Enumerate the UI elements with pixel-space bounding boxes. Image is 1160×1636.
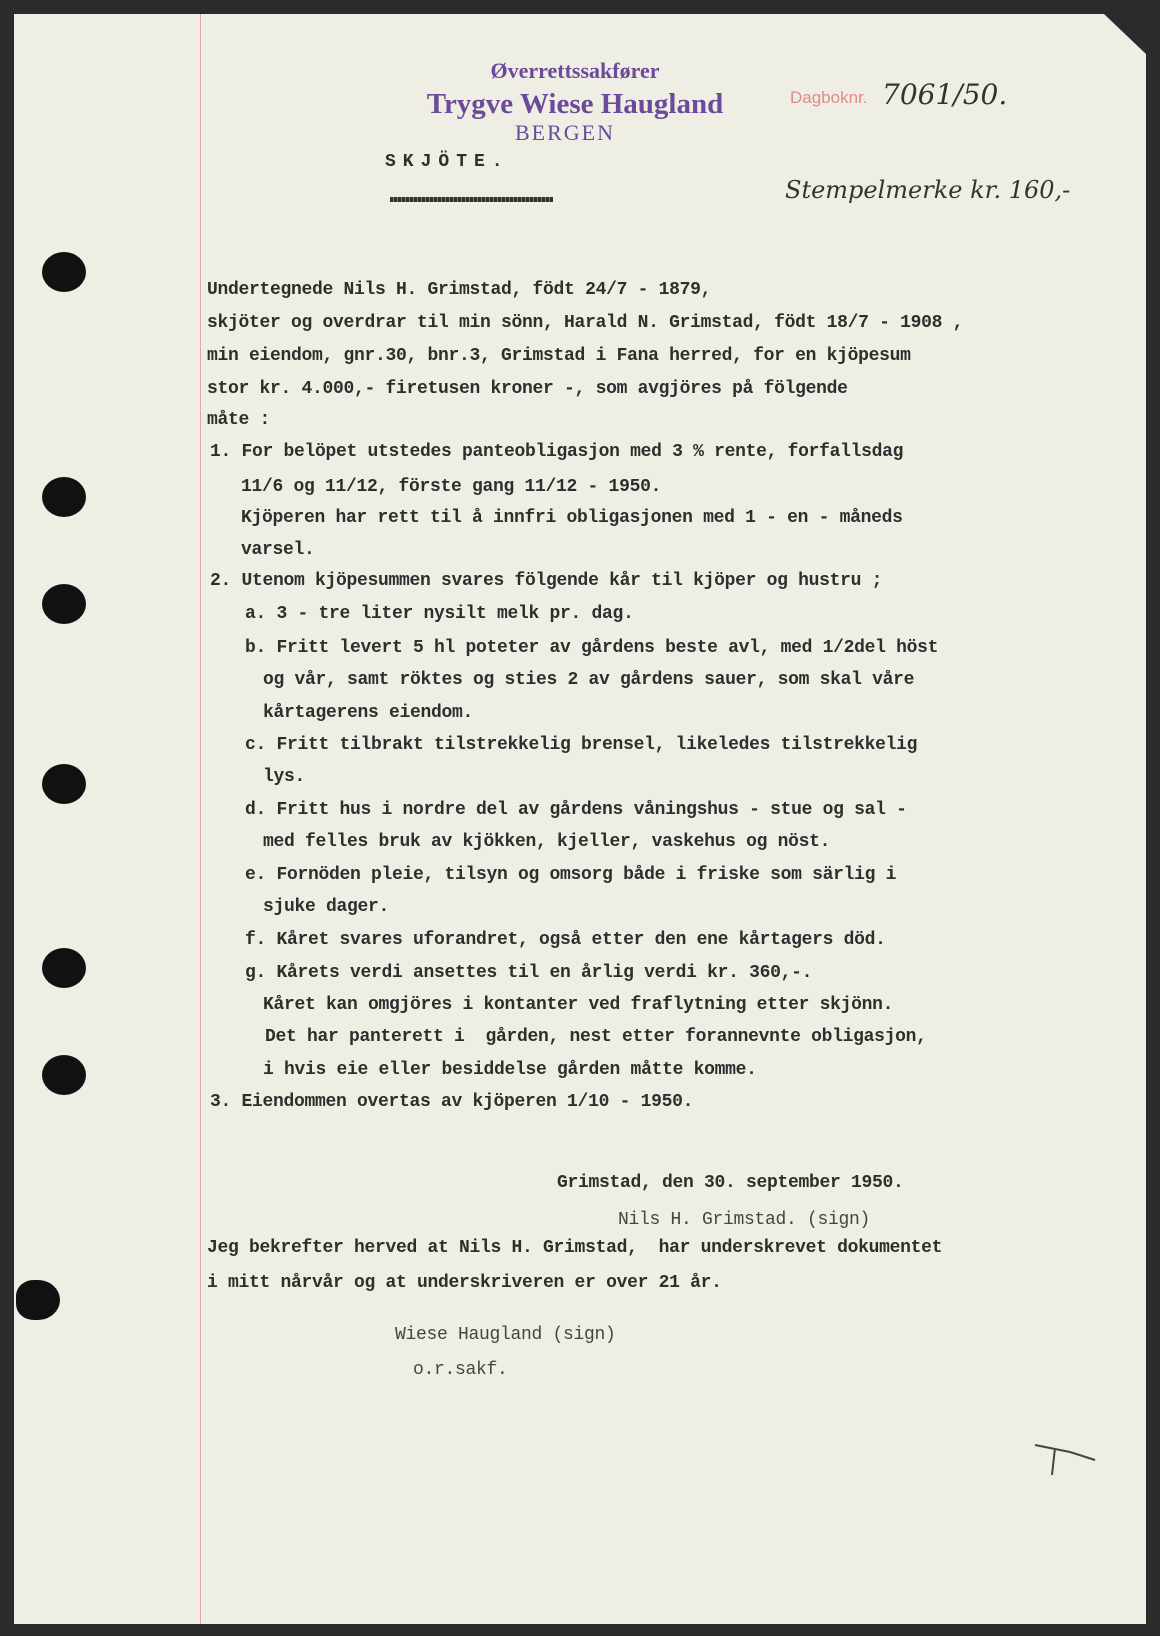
body-line: med felles bruk av kjökken, kjeller, vaskehus og nöst. <box>263 832 831 852</box>
body-line: Kåret kan omgjöres i kontanter ved fraflytning etter skjönn. <box>263 995 894 1015</box>
body-line: måte : <box>207 410 271 430</box>
journal-label: Dagboknr. <box>790 88 868 107</box>
body-line: 2. Utenom kjöpesummen svares fölgende kår til kjöper og hustru ; <box>210 571 883 591</box>
body-line: varsel. <box>241 540 315 560</box>
signer-line: Nils H. Grimstad. (sign) <box>618 1210 871 1230</box>
body-line: 3. Eiendommen overtas av kjöperen 1/10 - 1950. <box>210 1092 694 1112</box>
attestation-line: Jeg bekrefter herved at Nils H. Grimstad, har underskrevet dokumentet <box>207 1238 943 1258</box>
body-line: 11/6 og 11/12, förste gang 11/12 - 1950. <box>241 477 662 497</box>
body-line: Det har panterett i gården, nest etter forannevnte obligasjon, <box>265 1027 927 1047</box>
body-line: Undertegnede Nils H. Grimstad, födt 24/7 - 1879, <box>207 280 712 300</box>
body-line: d. Fritt hus i nordre del av gårdens våningshus - stue og sal - <box>245 800 907 820</box>
body-line: e. Fornöden pleie, tilsyn og omsorg både i friske som särlig i <box>245 865 897 885</box>
attestation-line: i mitt nårvår og at underskriveren er over 21 år. <box>207 1273 722 1293</box>
body-line: og vår, samt röktes og sties 2 av gårdens sauer, som skal våre <box>263 670 915 690</box>
punch-hole <box>42 1055 86 1095</box>
margin-line <box>200 14 201 1624</box>
body-line: lys. <box>263 767 306 787</box>
punch-hole <box>42 764 86 804</box>
stamp-duty: Stempelmerke kr. 160,- <box>785 176 1071 204</box>
punch-hole <box>42 252 86 292</box>
punch-hole <box>16 1280 60 1320</box>
witness-signature: Wiese Haugland (sign) <box>395 1325 616 1345</box>
body-line: sjuke dager. <box>263 897 390 917</box>
document-heading: SKJÖTE. <box>385 152 510 172</box>
handwritten-mark <box>1030 1430 1100 1480</box>
body-line: kårtagerens eiendom. <box>263 703 474 723</box>
body-line: c. Fritt tilbrakt tilstrekkelig brensel, likeledes tilstrekkelig <box>245 735 918 755</box>
journal-number: 7061/50. <box>882 78 1008 111</box>
body-line: Kjöperen har rett til å innfri obligasjonen med 1 - en - måneds <box>241 508 903 528</box>
place-date: Grimstad, den 30. september 1950. <box>557 1173 904 1193</box>
body-line: 1. For belöpet utstedes panteobligasjon med 3 % rente, forfallsdag <box>210 442 904 462</box>
punch-hole <box>42 477 86 517</box>
stamp-name: Trygve Wiese Haugland <box>426 88 724 120</box>
heading-underline <box>390 197 553 202</box>
punch-hole <box>42 584 86 624</box>
witness-title: o.r.sakf. <box>413 1360 508 1380</box>
body-line: g. Kårets verdi ansettes til en årlig verdi kr. 360,-. <box>245 963 813 983</box>
body-line: a. 3 - tre liter nysilt melk pr. dag. <box>245 604 634 624</box>
stamp-title: Øverrettssakfører <box>490 58 660 83</box>
stamp-city: BERGEN <box>515 120 615 145</box>
body-line: i hvis eie eller besiddelse gården måtte komme. <box>263 1060 757 1080</box>
body-line: stor kr. 4.000,- firetusen kroner -, som avgjöres på fölgende <box>207 379 848 399</box>
body-line: min eiendom, gnr.30, bnr.3, Grimstad i Fana herred, for en kjöpesum <box>207 346 911 366</box>
body-line: b. Fritt levert 5 hl poteter av gårdens beste avl, med 1/2del höst <box>245 638 939 658</box>
body-line: f. Kåret svares uforandret, også etter den ene kårtagers död. <box>245 930 886 950</box>
body-line: skjöter og overdrar til min sönn, Harald N. Grimstad, födt 18/7 - 1908 , <box>207 313 964 333</box>
punch-hole <box>42 948 86 988</box>
